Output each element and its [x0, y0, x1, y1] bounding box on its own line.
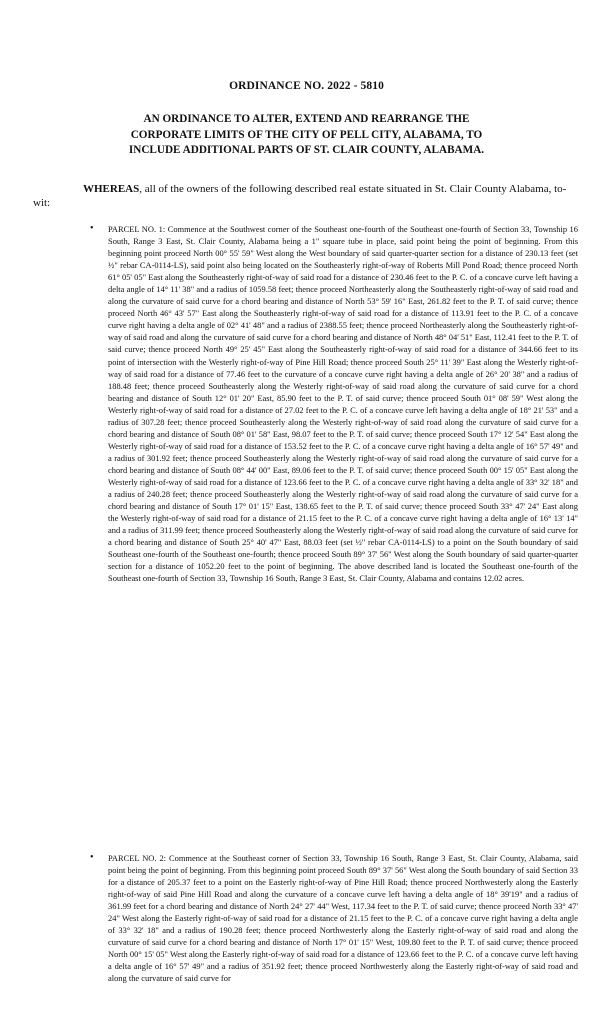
- parcel-2-description: PARCEL NO. 2: Commence at the Southeast corner of Section 33, Township 16 South, Range 3 East, St. Clair County, Alabama, said point being the point of beginning. From this beginning point proceed South 89° 37' 56" West along the South boundary of said Section 33 for a distance of 205.37 feet to a point on the Easterly right-of-way of Pine Hill Road; thence proceed Northwesterly along the Easterly right-of-way of said Pine Hill Road and along the curvature of a concave curve left having a delta angle of 18° 39'19" and a radius of 361.99 feet for a chord bearing and distance of North 24° 27' 44" West, 117.34 feet to the P. T. of said curve; thence proceed North 33° 47' 24" West along the Easterly right-of-way of said road for a distance of 21.15 feet to the P. C. of a concave curve right having a delta angle of 33° 32' 18" and a radius of 190.28 feet; thence proceed Northwesterly along the Easterly right-of-way of said road and along the curvature of said curve for a chord bearing and distance of North 17° 01' 15" West, 109.80 feet to the P. T. of said curve; thence proceed North 00° 15' 05" West along the Easterly right-of-way of said road for a distance of 123.66 feet to the P. C. of a concave curve left having a delta angle of 16° 57' 49" and a radius of 351.92 feet; thence proceed Northwesterly along the Easterly right-of-way of said road and along the curvature of said curve for: [108, 853, 578, 984]
- ordinance-title: ORDINANCE NO. 2022 - 5810: [229, 80, 384, 92]
- parcel-1-description: PARCEL NO. 1: Commence at the Southwest corner of the Southeast one-fourth of the Southeast one-fourth of Section 33, Township 16 South, Range 3 East, St. Clair County, Alabama being a 1" square tube in place, said point being the point of beginning. From this beginning point proceed North 00° 55' 59" West along the West boundary of said quarter-quarter section for a distance of 230.13 feet (set ½" rebar CA-0114-LS), said point also being located on the Southeasterly right-of-way of Roberts Mill Pond Road; thence proceed North 61° 05' 05" East along the Southeasterly right-of-way of said road for a distance of 230.46 feet to the P. C. of a concave curve left having a delta angle of 14° 11' 38" and a radius of 1059.58 feet; thence proceed Northeasterly along the Southeasterly right-of-way of said road and along the curvature of said curve for a chord bearing and distance of North 53° 59' 16" East, 261.82 feet to the P. T. of said curve; thence proceed North 46° 43' 57" East along the Southeasterly right-of-way of said road for a distance of 113.91 feet to the P. C. of a concave curve right having a delta angle of 02° 41' 48" and a radius of 2388.55 feet; thence proceed Northeasterly along the Southeasterly right-of-way of said road and along the curvature of said curve for a chord bearing and distance of North 48° 04' 51" East, 112.41 feet to the P. T. of said curve; thence proceed North 49° 25' 45" East along the Southeasterly right-of-way of said road for a distance of 344.66 feet to its point of intersection with the Westerly right-of-way of Pine Hill Road; thence proceed South 25° 11' 39" East along the Westerly right-of-way of said road for a distance of 77.46 feet to the curvature of a concave curve right having a delta angle of 26° 20' 38" and a radius of 188.48 feet; thence proceed Southeasterly along the Westerly right-of-way of said road along the curvature of said curve for a chord bearing and distance of South 12° 01' 20" East, 85.90 feet to the P. T. of said curve; thence proceed South 01° 08' 59" West along the Westerly right-of-way of said road for a distance of 27.02 feet to the P. C. of a concave curve left having a delta angle of 18° 21' 53" and a radius of 307.28 feet; thence proceed Southeasterly along the Westerly right-of-way of said road along the curvature of said curve for a chord bearing and distance of South 08° 01' 58" East, 98.07 feet to the P. T. of said curve; thence proceed South 17° 12' 54" East along the Westerly right-of-way of said road for a distance of 153.52 feet to the P. C. of a concave curve right having a delta angle of 16° 57' 49" and a radius of 301.92 feet; thence proceed Southeasterly along the Westerly right-of-way of said road along the curvature of said curve for a chord bearing and distance of South 08° 44' 00" East, 89.06 feet to the P. T. of said curve; thence proceed South 00° 15' 05" East along the Westerly right-of-way of said road for a distance of 123.66 feet to the P. C. of a concave curve right having a delta angle of 33° 32' 18" and a radius of 240.28 feet; thence proceed Southeasterly along the Westerly right-of-way of said road along the curvature of said curve for a chord bearing and distance of South 17° 01' 15" East, 138.65 feet to the P. T. of said curve; thence proceed South 33° 47' 24" East along the Westerly right-of-way of said road for a distance of 21.15 feet to the P. C. of a concave curve right having a delta angle of 16° 13' 14" and a radius of 311.99 feet; thence proceed Southeasterly along the Westerly right-of-way of said road along the curvature of said curve for a chord bearing and distance of South 25° 40' 47" East, 88.03 feet (set ½" rebar CA-0114-LS) to a point on the South boundary of said Southeast one-fourth of the Southeast one-fourth; thence proceed South 89° 37' 56" West along the South boundary of said quarter-quarter section for a distance of 1052.20 feet to the point of beginning. The above described land is located the Southeast one-fourth of the Southeast one-fourth of Section 33, Township 16 South, Range 3 East, St. Clair County, Alabama and contains 12.02 acres.: [108, 224, 578, 584]
- whereas-clause: [33, 183, 581, 210]
- parcel-2-bullet: •: [90, 852, 94, 863]
- parcel-1-bullet: •: [90, 223, 94, 234]
- whereas-lead: WHEREAS: [83, 183, 140, 195]
- ordinance-subtitle: AN ORDINANCE TO ALTER, EXTEND AND REARRANGE THE CORPORATE LIMITS OF THE CITY OF PELL CITY, ALABAMA, TO INCLUDE ADDITIONAL PARTS OF ST. CLAIR COUNTY, ALABAMA.: [128, 113, 485, 156]
- whereas-text: , all of the owners of the following described real estate situated in St. Clair County Alabama, to-wit:: [33, 183, 567, 209]
